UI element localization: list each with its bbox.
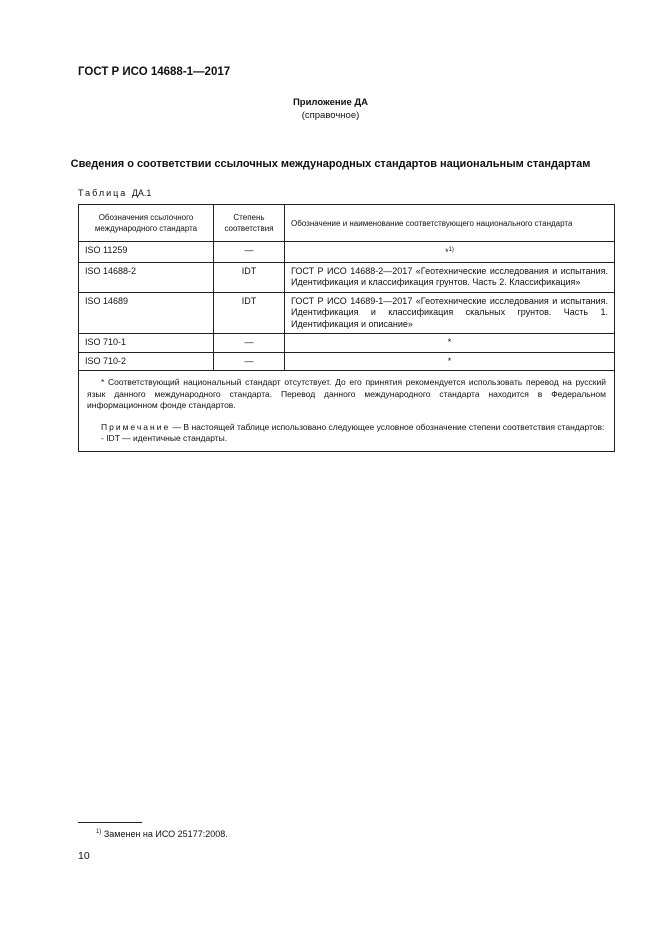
asterisk-note: * Соответствующий национальный стандарт отсутствует. До его принятия рекомендуется использовать перевод на русский язык данного международного стандарта. Перевод данного международного стандарта находится в Федеральном информационном фонде стандартов. (87, 377, 606, 410)
appendix-title: Приложение ДА (292, 97, 369, 108)
cell-national: ГОСТ Р ИСО 14688-2—2017 «Геотехнические исследования и испытания. Идентификация и классификация грунтов. Часть 2. Классификация» (285, 262, 615, 292)
cell-national-text: * (445, 247, 449, 257)
table-row (79, 292, 615, 334)
table-header-row (79, 205, 615, 242)
appendix-heading (0, 96, 661, 122)
general-note (87, 422, 606, 434)
cell-national: * (285, 334, 615, 353)
cell-national: ГОСТ Р ИСО 14689-1—2017 «Геотехнические исследования и испытания. Идентификация и классификация скальных грунтов. Часть 1. Идентификация и описание» (285, 292, 615, 334)
document-code: ГОСТ Р ИСО 14688-1—2017 (78, 66, 231, 78)
header-designation: Обозначения ссылочного международного стандарта (79, 205, 214, 242)
header-national: Обозначение и наименование соответствующего национального стандарта (285, 205, 615, 242)
section-title: Сведения о соответствии ссылочных международных стандартов национальным стандартам (70, 158, 591, 170)
cell-designation: ISO 14689 (79, 292, 214, 334)
table-row (79, 334, 615, 353)
table-row (79, 242, 615, 263)
standards-table (78, 204, 615, 452)
table-caption-number: ДА.1 (131, 188, 152, 198)
cell-designation: ISO 710-1 (79, 334, 214, 353)
note-label: Примечание (101, 421, 171, 432)
page-number: 10 (78, 850, 90, 862)
header-degree: Степень соответствия (214, 205, 285, 242)
footnote-marker: 1) (96, 829, 102, 835)
idt-definition: - IDT — идентичные стандарты. (101, 433, 228, 443)
table-caption (78, 188, 151, 198)
table-row (79, 262, 615, 292)
footnote-text: Заменен на ИСО 25177:2008. (101, 829, 228, 839)
footnote (96, 829, 228, 839)
cell-designation: ISO 11259 (79, 242, 214, 263)
footnote-ref: 1) (448, 247, 454, 253)
table-notes (79, 371, 615, 452)
cell-degree: IDT (214, 262, 285, 292)
appendix-subtitle: (справочное) (301, 110, 360, 121)
cell-degree: — (214, 242, 285, 263)
cell-degree: IDT (214, 292, 285, 334)
footnote-divider (78, 822, 142, 823)
cell-designation: ISO 710-2 (79, 352, 214, 371)
table-caption-label: Таблица (78, 188, 128, 198)
cell-designation: ISO 14688-2 (79, 262, 214, 292)
cell-national: * (285, 352, 615, 371)
cell-degree: — (214, 352, 285, 371)
note-text: — В настоящей таблице использовано следующее условное обозначение степени соответствия стандартов: (170, 421, 605, 432)
table-notes-row (79, 371, 615, 452)
cell-national (285, 242, 615, 263)
cell-degree: — (214, 334, 285, 353)
table-row (79, 352, 615, 371)
